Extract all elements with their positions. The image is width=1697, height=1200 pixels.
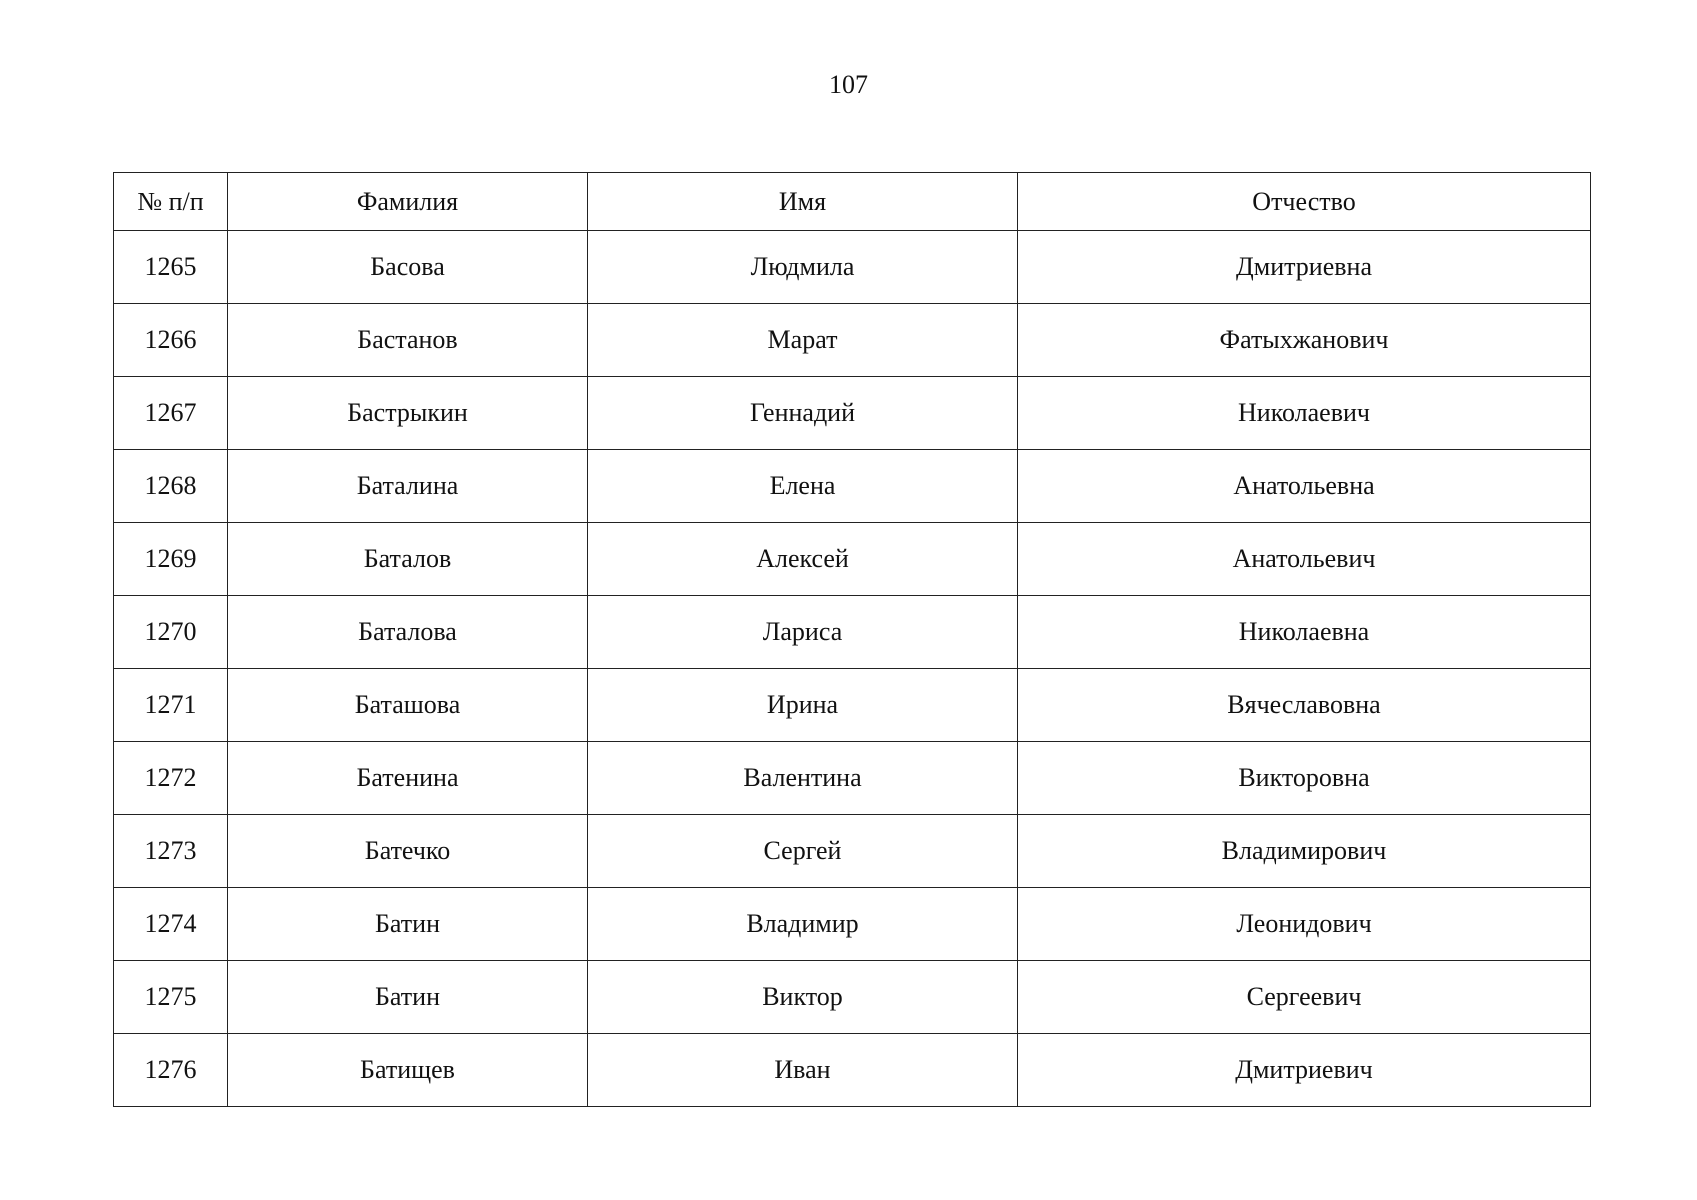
- cell-number: 1266: [114, 304, 228, 377]
- header-row: [114, 173, 1591, 231]
- cell-first-name: Виктор: [588, 961, 1018, 1034]
- table-body: [114, 231, 1591, 1107]
- cell-last-name: Бастрыкин: [228, 377, 588, 450]
- cell-patronymic: Фатыхжанович: [1018, 304, 1591, 377]
- cell-last-name: Баталов: [228, 523, 588, 596]
- table-header: [114, 173, 1591, 231]
- table-row: [114, 450, 1591, 523]
- cell-number: 1271: [114, 669, 228, 742]
- cell-first-name: Валентина: [588, 742, 1018, 815]
- column-header-patronymic: Отчество: [1018, 173, 1591, 231]
- cell-patronymic: Леонидович: [1018, 888, 1591, 961]
- cell-number: 1267: [114, 377, 228, 450]
- cell-patronymic: Дмитриевич: [1018, 1034, 1591, 1107]
- column-header-first-name: Имя: [588, 173, 1018, 231]
- table-row: [114, 377, 1591, 450]
- table-row: [114, 1034, 1591, 1107]
- cell-last-name: Баташова: [228, 669, 588, 742]
- cell-number: 1275: [114, 961, 228, 1034]
- cell-first-name: Лариса: [588, 596, 1018, 669]
- cell-last-name: Батечко: [228, 815, 588, 888]
- cell-patronymic: Николаевна: [1018, 596, 1591, 669]
- cell-patronymic: Дмитриевна: [1018, 231, 1591, 304]
- cell-number: 1276: [114, 1034, 228, 1107]
- cell-last-name: Батищев: [228, 1034, 588, 1107]
- cell-patronymic: Викторовна: [1018, 742, 1591, 815]
- cell-first-name: Алексей: [588, 523, 1018, 596]
- table-row: [114, 304, 1591, 377]
- cell-first-name: Елена: [588, 450, 1018, 523]
- cell-number: 1270: [114, 596, 228, 669]
- cell-last-name: Баталова: [228, 596, 588, 669]
- cell-patronymic: Вячеславовна: [1018, 669, 1591, 742]
- cell-number: 1269: [114, 523, 228, 596]
- cell-last-name: Батенина: [228, 742, 588, 815]
- cell-last-name: Бастанов: [228, 304, 588, 377]
- cell-patronymic: Сергеевич: [1018, 961, 1591, 1034]
- cell-last-name: Батин: [228, 888, 588, 961]
- page-number: 107: [829, 70, 868, 99]
- table-row: [114, 523, 1591, 596]
- cell-patronymic: Анатольевна: [1018, 450, 1591, 523]
- cell-patronymic: Владимирович: [1018, 815, 1591, 888]
- cell-first-name: Иван: [588, 1034, 1018, 1107]
- roster-table: [113, 172, 1591, 1107]
- cell-last-name: Батин: [228, 961, 588, 1034]
- cell-patronymic: Анатольевич: [1018, 523, 1591, 596]
- cell-first-name: Людмила: [588, 231, 1018, 304]
- cell-number: 1265: [114, 231, 228, 304]
- table-row: [114, 669, 1591, 742]
- column-header-last-name: Фамилия: [228, 173, 588, 231]
- table-row: [114, 961, 1591, 1034]
- table-row: [114, 815, 1591, 888]
- cell-number: 1268: [114, 450, 228, 523]
- cell-last-name: Басова: [228, 231, 588, 304]
- table-row: [114, 231, 1591, 304]
- table-row: [114, 742, 1591, 815]
- cell-patronymic: Николаевич: [1018, 377, 1591, 450]
- cell-number: 1273: [114, 815, 228, 888]
- column-header-number: № п/п: [114, 173, 228, 231]
- cell-first-name: Геннадий: [588, 377, 1018, 450]
- table-row: [114, 596, 1591, 669]
- cell-first-name: Ирина: [588, 669, 1018, 742]
- cell-last-name: Баталина: [228, 450, 588, 523]
- cell-first-name: Владимир: [588, 888, 1018, 961]
- cell-first-name: Марат: [588, 304, 1018, 377]
- table-row: [114, 888, 1591, 961]
- cell-first-name: Сергей: [588, 815, 1018, 888]
- cell-number: 1272: [114, 742, 228, 815]
- cell-number: 1274: [114, 888, 228, 961]
